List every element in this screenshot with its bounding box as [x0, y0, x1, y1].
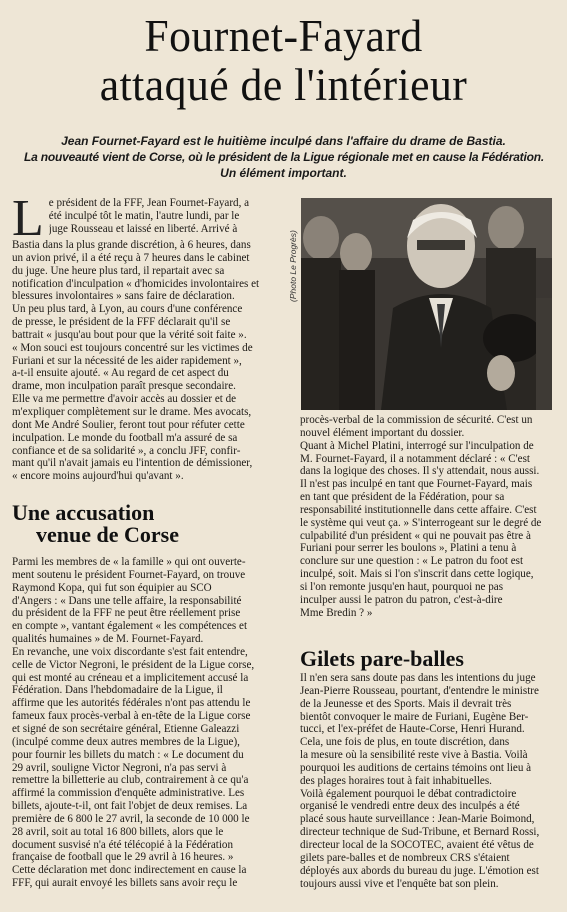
text-line: Cette déclaration met donc indirectement en cause la [12, 864, 247, 877]
text-line: des plages horaires tout à fait inhabituelles. [300, 774, 492, 787]
subhead-accusation-line-2: venue de Corse [36, 522, 179, 547]
text-line: nouvel élément important du dossier. [300, 426, 465, 439]
text-line: celle de Victor Negroni, le président de la Ligue corse, [12, 658, 255, 671]
text-line: fameux faux procès-verbal à en-tête de la Ligue corse [12, 710, 251, 723]
text-line: pour fournir les billets du match : « Le document du [12, 748, 244, 761]
text-line: du juge. Une heure plus tard, il repartait avec sa [12, 264, 225, 277]
text-line: inculpation. Le monde du football m'a assuré de sa [12, 431, 238, 444]
text-line: « encore moins aujourd'hui qu'avant ». [12, 470, 184, 483]
text-line: le système qui veut ça. » S'interrogeant sur le degré de [300, 516, 542, 529]
text-line: battrait « jusqu'au bout pour que la vérité soit faite ». [12, 328, 247, 341]
text-line: du président de la FFF ne peut être réellement prise [12, 607, 241, 620]
text-line: Furiani et sur la nécessité de les aider rapidement », [12, 354, 242, 367]
text-line: ment soutenu le président Fournet-Fayard, on trouve [12, 568, 246, 581]
text-line: bientôt convoquer le maire de Furiani, Eugène Ber- [300, 710, 529, 723]
text-line: été inculpé tôt le matin, l'autre lundi, par le [48, 209, 240, 222]
text-line: culpabilité d'un président « qui ne pouvait pas être à [300, 529, 531, 542]
text-line: Mme Bredin ? » [300, 606, 373, 619]
article-deck [24, 133, 543, 181]
text-line: française de football que le 29 avril à 16 heures. » [12, 851, 234, 864]
text-line: Il n'est pas inculpé en tant que Fournet-Fayard, mais [300, 478, 533, 491]
text-line: « Mon souci est toujours concentré sur les victimes de [12, 341, 253, 354]
photo-illustration [301, 198, 552, 410]
gilets-paragraphs [300, 672, 554, 890]
text-line: Bastia dans la plus grande discrétion, à 6 heures, dans [12, 239, 251, 251]
text-line: (inculpé comme deux autres membres de la Ligue), [12, 735, 240, 748]
text-line: inculper aussi le patron du patron, c'est-à-dire [300, 593, 503, 606]
text-line: remettre la billetterie au club, contrairement à ce qu'a [12, 774, 249, 787]
text-line: Il n'en sera sans doute pas dans les intentions du juge [300, 672, 536, 684]
text-line: Quant à Michel Platini, interrogé sur l'inculpation de [300, 439, 534, 452]
text-line: M. Fournet-Fayard, il a notamment déclaré : « C'est [300, 452, 530, 465]
subhead-accusation [12, 502, 179, 546]
text-line: Furiani pour serrer les boulons », Platini a tenu à [300, 542, 517, 555]
text-line: de presse, le président de la FFF déclarait qu'il se [12, 316, 231, 329]
text-line: si l'on remonte jusqu'en haut, pourquoi ne pas [300, 580, 504, 593]
text-line: mant qu'il n'avait jamais eu l'intention de démissioner, [12, 457, 253, 470]
text-line: qualités humaines » de M. Fournet-Fayard. [12, 633, 204, 646]
text-line: en compte », vantant également « les compétences et [12, 620, 248, 633]
headline-line-1: Fournet-Fayard [144, 11, 423, 61]
deck-line: Jean Fournet-Fayard est le huitième inculpé dans l'affaire du drame de Bastia. [61, 134, 506, 148]
text-line: déployés aux abords du bureau du juge. L'émotion est [300, 864, 539, 877]
text-line: Raymond Kopa, qui fut son équipier au SCO [12, 581, 212, 594]
text-line: dont Me André Soulier, feront tout pour réfuter cette [12, 418, 245, 431]
headline [12, 12, 554, 110]
deck-line: Un élément important. [220, 166, 347, 180]
text-line: procès-verbal de la commission de sécurité. C'est un [300, 414, 533, 426]
text-line: qui est monté au créneau et a implicitement accusé la [12, 671, 249, 684]
text-line: d'Angers : « Dans une telle affaire, la responsabilité [12, 594, 242, 607]
text-line: affirme que les autorités fédérales n'ont pas attendu le [12, 697, 251, 710]
text-line: la mesure où la sensibilité reste vive à Bastia. Voilà [300, 749, 528, 762]
text-line: Voilà également pourquoi le débat contradictoire [300, 787, 517, 800]
text-line: de la Jeunesse et des Sports. Mais il devrait très [300, 697, 512, 710]
photo-credit: (Photo Le Progrès) [288, 230, 298, 302]
text-line: tucci, et l'ex-préfet de Haute-Corse, Henri Hurand. [300, 723, 525, 736]
text-line: drame, mon inculpation paraît presque secondaire. [12, 380, 236, 393]
text-line: FFF, qui aurait envoyé les billets sans avoir reçu le [12, 877, 238, 890]
text-line: première de 6 800 le 27 avril, la seconde de 10 000 le [12, 812, 250, 825]
text-line: organisé le vendredi entre deux des inculpés a été [300, 800, 520, 813]
text-line: un avion privé, il a été reçu à 7 heures dans le cabinet [12, 251, 250, 264]
text-line: Jean-Pierre Rousseau, pourtant, d'entendre le ministre [300, 684, 539, 697]
text-line: affirmé la commission d'enquête administrative. Les [12, 787, 245, 800]
text-line: inculpé, soit. Mais si l'on s'inscrit dans cette logique, [300, 568, 534, 581]
text-line: confiance et de sa solidarité », a conclu JFF, confir- [12, 444, 241, 457]
press-photo [301, 198, 552, 410]
text-line: en tant que président de la Fédération, pour sa [300, 491, 505, 504]
text-line: juge Rousseau et laissé en liberté. Arrivé à [48, 222, 238, 235]
text-line: pourquoi les auditions de certains témoins ont lieu à [300, 761, 532, 774]
text-line: billets, ajoute-t-il, ont fait l'objet de deux remises. La [12, 800, 248, 813]
text-line: et signé de son secrétaire général, Etienne Galeazzi [12, 722, 240, 735]
text-line: 29 avril, souligne Victor Negroni, n'a pas servi à [12, 761, 227, 774]
text-line: Parmi les membres de « la famille » qui ont ouverte- [12, 556, 246, 568]
drop-cap: L [12, 190, 44, 247]
text-line: responsabilité institutionnelle dans cette affaire. C'est [300, 503, 537, 516]
subhead-gilets: Gilets pare-balles [300, 646, 464, 671]
subhead-accusation-line-1: Une accusation [12, 500, 155, 525]
text-line: notification d'inculpation « d'homicides involontaires et [12, 277, 260, 290]
text-line: directeur technique de Sud-Tribune, et Bernard Rossi, [300, 826, 540, 839]
intro-paragraph [12, 190, 282, 483]
text-line: Fédération. Dans l'hebdomadaire de la Ligue, il [12, 684, 223, 697]
text-line: dans la logique des choses. Il s'y attendait, nous aussi. [300, 465, 540, 478]
text-line: En revanche, une voix discordante s'est fait entendre, [12, 645, 248, 658]
platini-paragraphs [300, 414, 554, 620]
text-line: 28 avril, soit au total 16 800 billets, alors que le [12, 825, 224, 838]
text-line: directeur local de la SOCOTEC, avaient été vêtus de [300, 838, 534, 851]
text-line: e président de la FFF, Jean Fournet-Fayard, a [48, 197, 250, 209]
accusation-paragraphs [12, 556, 282, 890]
text-line: Cela, une fois de plus, en toute discrétion, dans [300, 736, 510, 749]
text-line: conclure sur une question : « Le patron du foot est [300, 555, 524, 568]
text-line: Un peu plus tard, à Lyon, au cours d'une conférence [12, 303, 243, 316]
text-line: toujours aussi vive et l'enquête bat son plein. [300, 877, 499, 890]
deck-line: La nouveauté vient de Corse, où le président de la Ligue régionale met en cause la Fédération. [24, 150, 545, 164]
text-line: gilets pare-balles et de nombreux CRS s'étaient [300, 851, 510, 864]
text-line: Elle va me permettre d'avoir accès au dossier et de [12, 393, 237, 406]
text-line: placé sous haute surveillance : Jean-Marie Boimond, [300, 813, 535, 826]
text-line: document susvisé n'a été télécopié à la Fédération [12, 838, 234, 851]
text-line: blessures involontaires » sans faire de déclaration. [12, 290, 235, 303]
text-line: a-t-il ensuite ajouté. « Au regard de cet aspect du [12, 367, 229, 380]
text-line: m'expliquer complètement sur le drame. Mes avocats, [12, 405, 252, 418]
headline-line-2: attaqué de l'intérieur [99, 60, 468, 110]
